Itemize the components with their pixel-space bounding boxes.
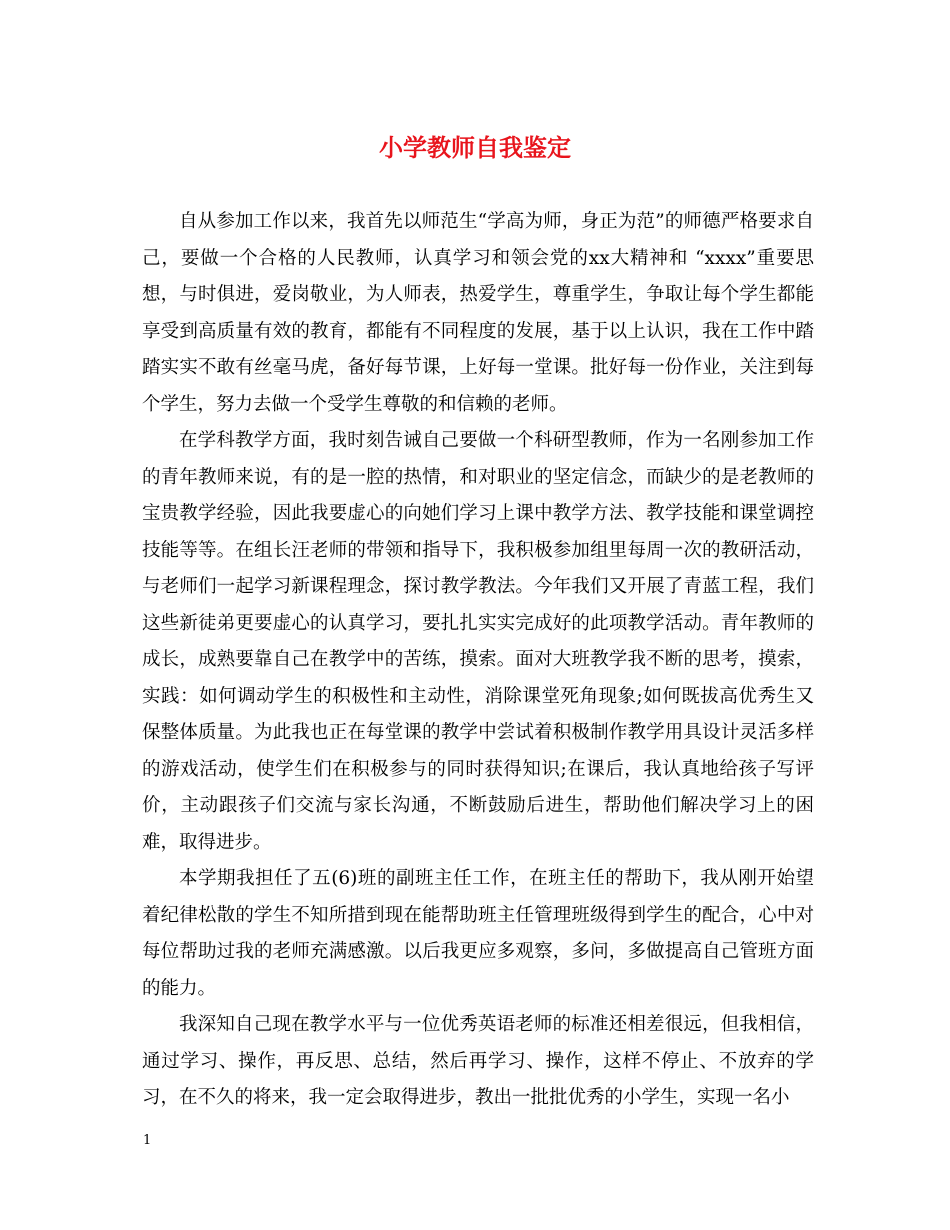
paragraph-2: 在学科教学方面，我时刻告诫自己要做一个科研型教师，作为一名刚参加工作的青年教师来说，有的是一腔的热情，和对职业的坚定信念，而缺少的是老教师的宝贵教学经验，因此我要虚心的向她们学习上课中教学方法、教学技能和课堂调控技能等等。在组长汪老师的带领和指导下，我积极参加组里每周一次的教研活动，与老师们一起学习新课程理念，探讨教学教法。今年我们又开展了青蓝工程，我们这些新徒弟更要虚心的认真学习，要扎扎实实完成好的此项教学活动。青年教师的成长，成熟要靠自己在教学中的苦练，摸索。面对大班教学我不断的思考，摸索，实践：如何调动学生的积极性和主动性，消除课堂死角现象;如何既拔高优秀生又保整体质量。为此我也正在每堂课的教学中尝试着积极制作教学用具设计灵活多样的游戏活动，使学生们在积极参与的同时获得知识;在课后，我认真地给孩子写评价，主动跟孩子们交流与家长沟通，不断鼓励后进生，帮助他们解决学习上的困难，取得进步。 [142,430,814,853]
page-number: 1 [143,1133,152,1148]
document-body [142,204,814,1117]
paragraph-1: 自从参加工作以来，我首先以师范生“学高为师，身正为范”的师德严格要求自己，要做一个合格的人民教师，认真学习和领会党的xx大精神和 “xxxx”重要思想，与时俱进，爱岗敬业，为人师表，热爱学生，尊重学生，争取让每个学生都能享受到高质量有效的教育，都能有不同程度的发展，基于以上认识，我在工作中踏踏实实不敢有丝毫马虎，备好每节课，上好每一堂课。批好每一份作业，关注到每个学生，努力去做一个受学生尊敬的和信赖的老师。 [142,211,814,415]
paragraph-4: 我深知自己现在教学水平与一位优秀英语老师的标准还相差很远，但我相信，通过学习、操作，再反思、总结，然后再学习、操作，这样不停止、不放弃的学习，在不久的将来，我一定会取得进步，教出一批批优秀的小学生，实现一名小 [142,1014,814,1108]
document-title: 小学教师自我鉴定 [379,133,571,162]
paragraph-3: 本学期我担任了五(6)班的副班主任工作，在班主任的帮助下，我从刚开始望着纪律松散的学生不知所措到现在能帮助班主任管理班级得到学生的配合，心中对每位帮助过我的老师充满感激。以后我更应多观察，多问，多做提高自己管班方面的能力。 [142,868,814,999]
